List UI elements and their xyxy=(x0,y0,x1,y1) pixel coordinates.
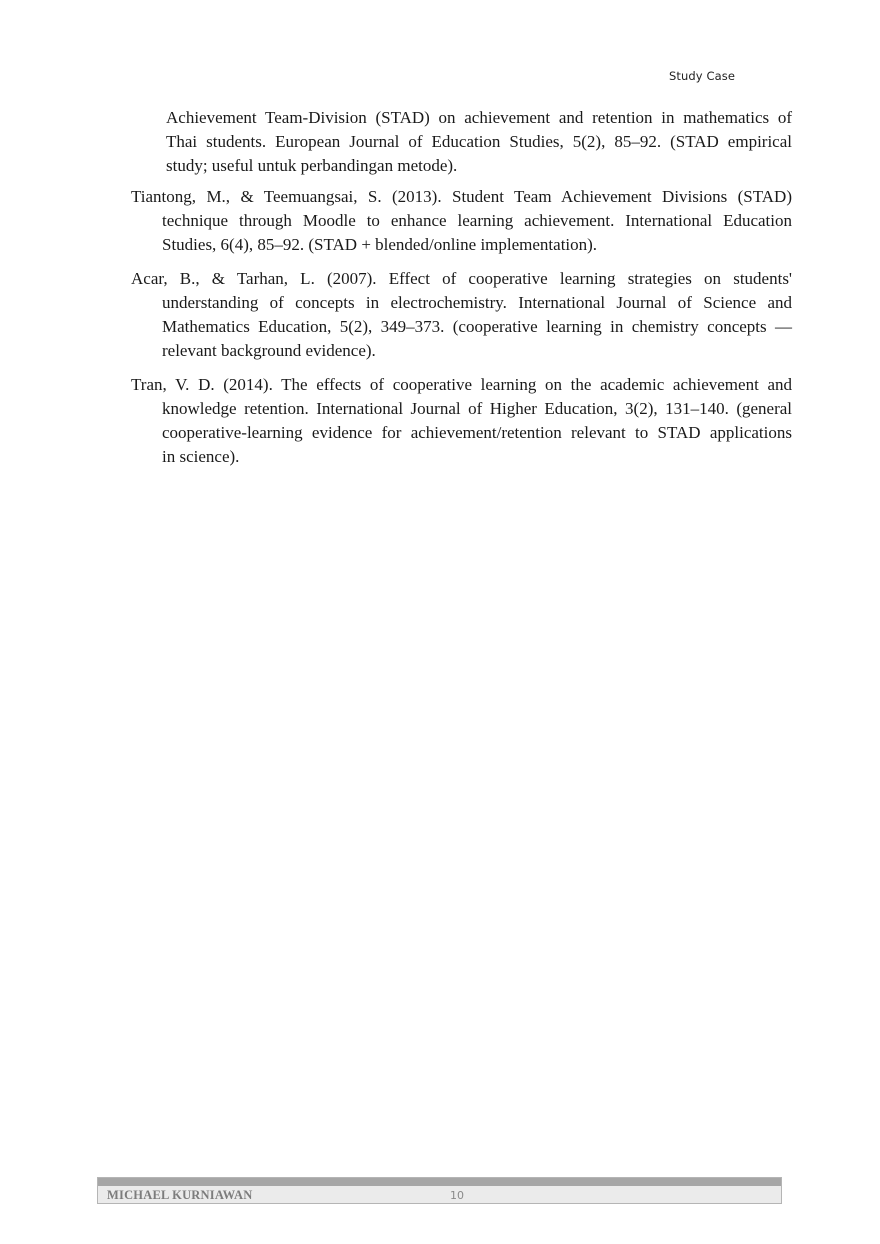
reference-line: Acar, B., & Tarhan, L. (2007). Effect of cooperative learning strategies on students' xyxy=(131,269,792,288)
reference-line: Mathematics Education, 5(2), 349–373. (cooperative learning in chemistry concepts — xyxy=(162,317,792,336)
reference-item-tran xyxy=(131,373,792,469)
page-footer xyxy=(97,1177,782,1204)
running-header: Study Case xyxy=(669,69,736,83)
reference-line: cooperative-learning evidence for achievement/retention relevant to STAD applications xyxy=(162,423,792,442)
reference-item-acar xyxy=(131,267,792,363)
reference-line: Tran, V. D. (2014). The effects of cooperative learning on the academic achievement and xyxy=(131,375,792,394)
page-number: 10 xyxy=(450,1189,464,1202)
reference-line: technique through Moodle to enhance learning achievement. International Education xyxy=(162,211,792,230)
reference-line: understanding of concepts in electrochemistry. International Journal of Science and xyxy=(162,293,792,312)
reference-line: study; useful untuk perbandingan metode). xyxy=(166,156,458,175)
reference-line: Achievement Team-Division (STAD) on achievement and retention in mathematics of xyxy=(166,108,792,127)
reference-line: Thai students. European Journal of Education Studies, 5(2), 85–92. (STAD empirical xyxy=(166,132,792,151)
reference-line: knowledge retention. International Journal of Higher Education, 3(2), 131–140. (general xyxy=(162,399,792,418)
reference-line: Studies, 6(4), 85–92. (STAD + blended/online implementation). xyxy=(162,235,598,254)
reference-list xyxy=(0,106,880,479)
reference-line: in science). xyxy=(162,447,240,466)
reference-line: Tiantong, M., & Teemuangsai, S. (2013). Student Team Achievement Divisions (STAD) xyxy=(131,187,792,206)
reference-line: relevant background evidence). xyxy=(162,341,376,360)
reference-item-continued xyxy=(166,106,792,178)
reference-item-tiantong xyxy=(131,185,792,257)
footer-rule xyxy=(98,1178,781,1186)
footer-author: MICHAEL KURNIAWAN xyxy=(107,1188,253,1202)
